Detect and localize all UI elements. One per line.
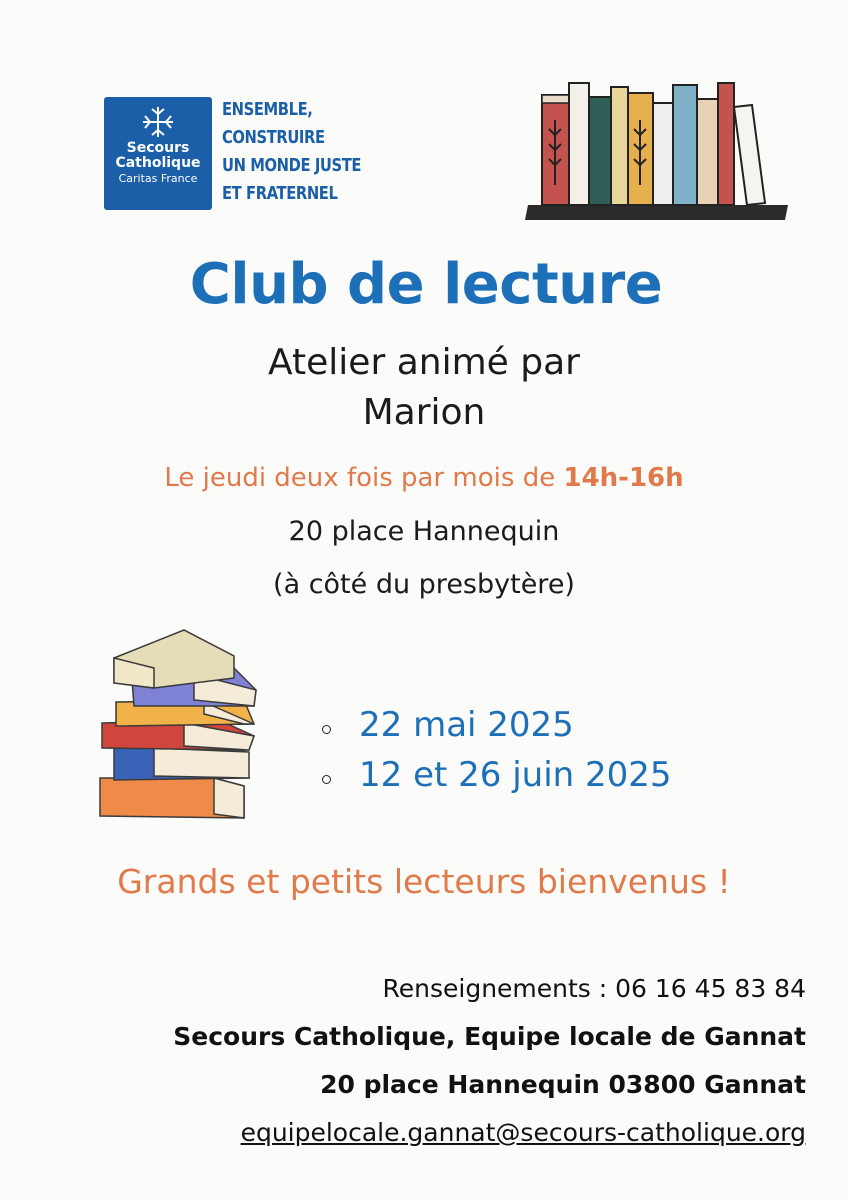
contact-organization: Secours Catholique, Equipe locale de Gannat <box>173 1022 806 1051</box>
address: 20 place Hannequin <box>288 516 560 547</box>
subtitle <box>0 338 848 438</box>
slogan <box>222 96 361 208</box>
address-note: (à côté du presbytère) <box>273 569 575 600</box>
logo-text-secours: Secours <box>126 140 190 156</box>
secours-catholique-logo <box>104 97 212 210</box>
subtitle-line: Atelier animé par <box>268 342 580 383</box>
contact-email-link[interactable]: equipelocale.gannat@secours-catholique.org <box>240 1118 806 1147</box>
schedule-hours: 14h-16h <box>563 463 684 493</box>
slogan-line: ENSEMBLE, <box>222 99 313 120</box>
schedule <box>0 463 848 493</box>
date-item <box>322 700 672 750</box>
bookshelf-icon <box>520 75 795 225</box>
contact-phone: Renseignements : 06 16 45 83 84 <box>382 974 806 1003</box>
bullet-icon <box>322 725 331 734</box>
logo-text-catholique: Catholique <box>115 155 201 171</box>
date-text: 22 mai 2025 <box>359 705 574 745</box>
slogan-line: ET FRATERNEL <box>222 183 338 204</box>
bullet-icon <box>322 775 331 784</box>
date-text: 12 et 26 juin 2025 <box>359 755 672 795</box>
cross-icon <box>140 105 176 139</box>
contact-block <box>173 965 806 1157</box>
slogan-line: CONSTRUIRE <box>222 127 325 148</box>
logo-text-caritas: Caritas France <box>118 172 198 185</box>
schedule-text: Le jeudi deux fois par mois de <box>164 463 564 493</box>
date-item <box>322 750 672 800</box>
slogan-line: UN MONDE JUSTE <box>222 155 362 176</box>
facilitator-name: Marion <box>362 392 486 433</box>
welcome-message: Grands et petits lecteurs bienvenus ! <box>117 862 731 901</box>
dates-list <box>322 700 672 800</box>
contact-address: 20 place Hannequin 03800 Gannat <box>320 1070 806 1099</box>
page-title: Club de lecture <box>189 252 663 317</box>
book-stack-icon <box>94 628 269 823</box>
